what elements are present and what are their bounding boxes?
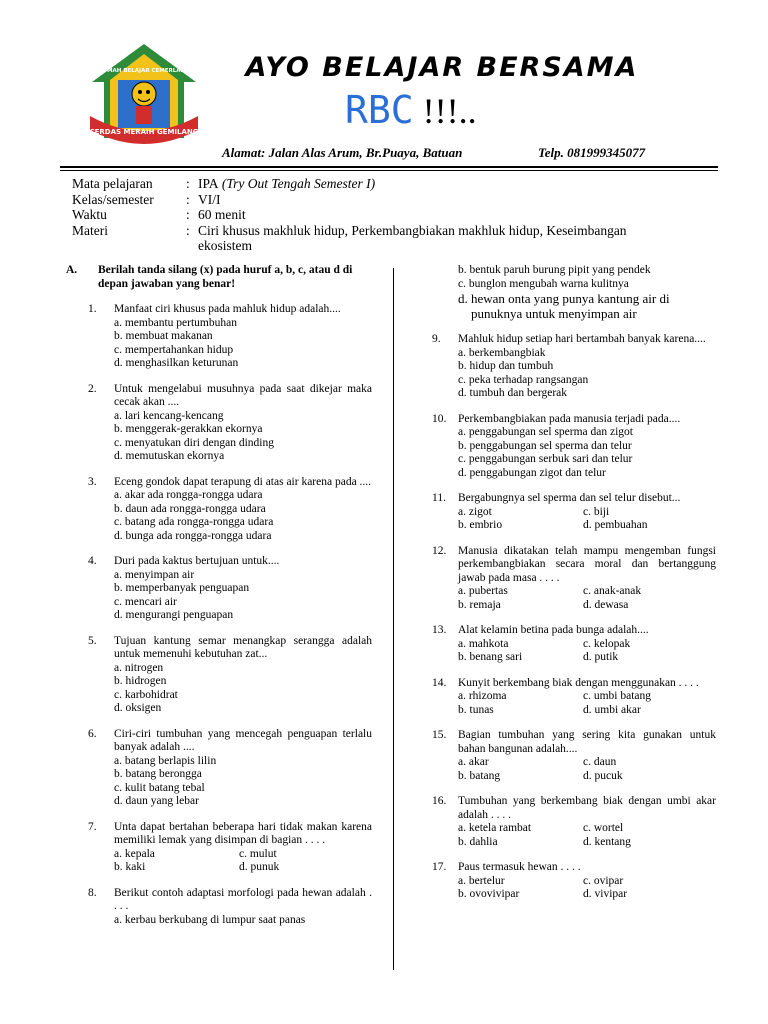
rbc-text: RBC	[345, 88, 414, 132]
answer-option[interactable]: a. ketela rambat	[458, 822, 532, 834]
question-number: 15.	[432, 729, 447, 741]
answer-option[interactable]: d. pembuahan	[583, 519, 648, 531]
answer-option[interactable]: c. kulit batang tebal	[114, 781, 205, 794]
question-number: 14.	[432, 676, 447, 689]
question-item	[432, 795, 716, 849]
answer-option[interactable]: c. karbohidrat	[114, 688, 178, 701]
answer-option[interactable]: c. mulut	[239, 847, 277, 860]
answer-option[interactable]: a. bertelur	[458, 874, 505, 887]
answer-option[interactable]: c. wortel	[583, 822, 624, 834]
question-number: 12.	[432, 544, 447, 557]
answer-option[interactable]: a. penggabungan sel sperma dan zigot	[458, 426, 633, 438]
answer-option[interactable]: a. akar	[458, 756, 489, 768]
address: Alamat: Jalan Alas Arum, Br.Puaya, Batuan	[222, 145, 463, 160]
info-value-text: IPA	[198, 176, 219, 191]
answer-option[interactable]: d. menghasilkan keturunan	[114, 357, 239, 369]
question-text: Bergabungnya sel sperma dan sel telur disebut...	[458, 492, 681, 504]
answer-options	[66, 662, 372, 716]
answer-option[interactable]: d. pucuk	[583, 769, 623, 782]
answer-options	[66, 410, 372, 464]
question-number: 10.	[432, 412, 447, 425]
answer-option[interactable]: a. berkembangbiak	[458, 346, 546, 359]
logo-name: RUMAH BELAJAR CEMERLANG	[98, 68, 190, 74]
question-text: Alat kelamin betina pada bunga adalah....	[458, 624, 649, 636]
info-value	[72, 238, 703, 254]
header-rule-thin	[60, 170, 718, 171]
question-number: 17.	[432, 861, 447, 873]
answer-option[interactable]: d. putik	[583, 651, 619, 663]
answer-option[interactable]: b. batang	[458, 769, 501, 782]
answer-option[interactable]: d. dewasa	[583, 598, 629, 611]
answer-options	[432, 426, 716, 480]
left-column	[66, 264, 372, 939]
answer-option[interactable]: b. penggabungan sel sperma dan telur	[458, 439, 632, 452]
question-header	[432, 413, 716, 427]
question-text: Perkembangbiakan pada manusia terjadi pada....	[458, 412, 681, 425]
answer-option[interactable]: b. tunas	[458, 703, 494, 716]
answer-option[interactable]: a. rhizoma	[458, 690, 507, 702]
question-number: 16.	[432, 795, 447, 807]
info-colon: :	[186, 207, 190, 222]
question-item	[66, 728, 372, 809]
question-item	[432, 333, 716, 401]
answer-option[interactable]: c. ovipar	[583, 874, 624, 887]
answer-option[interactable]: b. bentuk paruh burung pipit yang pendek	[458, 264, 651, 276]
info-value-note: (Try Out Tengah Semester I)	[218, 176, 376, 191]
question-number: 5.	[88, 634, 97, 647]
info-colon: :	[186, 176, 190, 191]
answer-option[interactable]: c. batang ada rongga-rongga udara	[114, 516, 274, 528]
question-item	[432, 413, 716, 481]
answer-options	[66, 317, 372, 371]
answer-option[interactable]: d. hewan onta yang punya kantung air di punuknya untuk menyimpan air	[458, 291, 670, 321]
question-item	[66, 887, 372, 928]
answer-option[interactable]: a. lari kencang-kencang	[114, 409, 224, 422]
answer-option[interactable]: a. kepala	[114, 847, 155, 860]
question-text: Tujuan kantung semar menangkap serangga adalah untuk memenuhi kebutuhan zat...	[114, 634, 372, 660]
answer-option[interactable]: c. kelopak	[583, 637, 631, 650]
answer-option[interactable]: c. bunglon mengubah warna kulitnya	[458, 277, 629, 290]
answer-option[interactable]: d. daun yang lebar	[114, 795, 199, 807]
q8-continued-options	[432, 264, 716, 321]
question-header	[66, 887, 372, 914]
question-header	[66, 635, 372, 662]
info-value	[198, 192, 703, 208]
address-line	[222, 145, 646, 161]
answer-options	[66, 569, 372, 623]
question-text: Bagian tumbuhan yang sering kita gunakan untuk bahan bangunan adalah....	[458, 729, 716, 755]
question-header	[66, 383, 372, 410]
answer-option[interactable]: b. kaki	[114, 861, 146, 873]
question-item	[432, 545, 716, 613]
question-number: 7.	[88, 820, 97, 833]
info-value-text: Ciri khusus makhluk hidup, Perkembangbiakan makhluk hidup, Keseimbangan	[198, 222, 627, 238]
info-row	[72, 207, 703, 223]
question-text: Berikut contoh adaptasi morfologi pada hewan adalah . . . .	[114, 886, 372, 912]
question-header	[432, 729, 716, 756]
question-item	[66, 635, 372, 716]
answer-option[interactable]: a. kerbau berkubang di lumpur saat panas	[114, 913, 306, 926]
answer-option[interactable]: b. dahlia	[458, 835, 498, 848]
info-colon: :	[186, 222, 190, 238]
answer-option[interactable]: b. batang berongga	[114, 768, 202, 780]
answer-option[interactable]: c. biji	[583, 505, 610, 518]
answer-options-grid	[432, 690, 716, 717]
answer-option[interactable]: b. hidup dan tumbuh	[458, 360, 554, 372]
answer-option[interactable]: c. daun	[583, 756, 617, 768]
answer-options-grid	[66, 848, 372, 875]
answer-option[interactable]: a. zigot	[458, 505, 492, 518]
info-row	[72, 192, 703, 208]
question-number: 8.	[88, 886, 97, 899]
info-value-text: 60 menit	[198, 207, 246, 222]
logo-motto: CERDAS MERAIH GEMILANG	[89, 128, 199, 136]
question-header	[432, 677, 716, 691]
header-rule	[60, 166, 718, 168]
question-number: 6.	[88, 727, 97, 740]
question-header	[66, 555, 372, 569]
question-header	[66, 821, 372, 848]
question-item	[66, 303, 372, 371]
rbc-logo	[88, 42, 200, 152]
info-key: Mata pelajaran	[72, 176, 153, 191]
section-instruction: Berilah tanda silang (x) pada huruf a, b, c, atau d di depan jawaban yang benar!	[98, 264, 353, 290]
question-header	[432, 492, 716, 506]
answer-option[interactable]: d. oksigen	[114, 702, 162, 714]
answer-option[interactable]: d. vivipar	[583, 888, 628, 900]
answer-option[interactable]: b. embrio	[458, 519, 503, 531]
answer-option[interactable]: b. hidrogen	[114, 675, 167, 687]
answer-option[interactable]: a. nitrogen	[114, 661, 164, 674]
question-item	[66, 555, 372, 623]
rbc-exclaim: !!!..	[413, 91, 477, 131]
answer-option[interactable]: d. kentang	[583, 835, 631, 848]
answer-option[interactable]: b. membuat makanan	[114, 330, 213, 342]
answer-option[interactable]: d. tumbuh dan bergerak	[458, 387, 568, 399]
exam-info	[72, 176, 703, 254]
question-text: Kunyit berkembang biak dengan menggunakan . . . .	[458, 676, 699, 689]
answer-options-grid	[432, 756, 716, 783]
question-text: Paus termasuk hewan . . . .	[458, 861, 581, 873]
question-item	[66, 476, 372, 544]
question-header	[432, 861, 716, 875]
question-number: 4.	[88, 555, 97, 567]
page-title: AYO BELAJAR BERSAMA	[245, 52, 639, 83]
question-header	[66, 303, 372, 317]
info-value-text: ekosistem	[198, 238, 252, 253]
answer-option[interactable]: b. remaja	[458, 598, 501, 611]
info-colon: :	[186, 191, 190, 207]
answer-options-grid	[432, 822, 716, 849]
question-header	[66, 728, 372, 755]
question-number: 3.	[88, 475, 97, 488]
question-text: Unta dapat bertahan beberapa hari tidak makan karena memiliki lemak yang disimpan di bagian . . . .	[114, 820, 372, 846]
question-item	[432, 492, 716, 533]
info-value-text: VI/I	[198, 191, 221, 207]
question-number: 9.	[432, 333, 441, 345]
answer-option[interactable]: b. memperbanyak penguapan	[114, 582, 250, 594]
answer-options	[66, 755, 372, 809]
answer-option[interactable]: d. punuk	[239, 861, 280, 873]
answer-options-grid	[432, 506, 716, 533]
answer-option[interactable]: d. penggabungan zigot dan telur	[458, 466, 606, 479]
info-value	[198, 176, 703, 192]
answer-option[interactable]: b. benang sari	[458, 651, 523, 663]
question-text: Eceng gondok dapat terapung di atas air karena pada ....	[114, 475, 372, 488]
answer-option[interactable]: d. bunga ada rongga-rongga udara	[114, 529, 272, 542]
answer-option[interactable]: c. anak-anak	[583, 585, 642, 597]
answer-option[interactable]: c. umbi batang	[583, 690, 652, 702]
question-header	[432, 624, 716, 638]
info-row	[72, 238, 703, 254]
answer-option[interactable]: a. akar ada rongga-rongga udara	[114, 489, 263, 501]
column-divider	[393, 268, 394, 970]
right-column	[432, 264, 716, 914]
answer-option[interactable]: c. peka terhadap rangsangan	[458, 373, 589, 386]
answer-options-grid	[432, 875, 716, 902]
info-value	[198, 223, 703, 239]
answer-option[interactable]: a. pubertas	[458, 585, 508, 597]
question-item	[432, 861, 716, 902]
answer-option[interactable]: c. menyatukan diri dengan dinding	[114, 436, 275, 449]
answer-options	[432, 347, 716, 401]
answer-option[interactable]: d. umbi akar	[583, 703, 641, 716]
answer-option[interactable]: c. penggabungan serbuk sari dan telur	[458, 453, 633, 465]
info-row	[72, 223, 703, 239]
phone: Telp. 081999345077	[538, 145, 646, 160]
question-header	[432, 795, 716, 822]
question-item	[432, 729, 716, 783]
answer-option[interactable]: c. mempertahankan hidup	[114, 343, 234, 356]
section-letter: A.	[66, 264, 78, 276]
answer-option[interactable]: a. membantu pertumbuhan	[114, 316, 237, 329]
question-header	[432, 333, 716, 347]
rbc-title	[345, 88, 477, 132]
question-header	[432, 545, 716, 586]
info-key: Kelas/semester	[72, 191, 154, 207]
question-number: 11.	[432, 492, 446, 504]
answer-option[interactable]: a. mahkota	[458, 637, 509, 650]
info-key: Materi	[72, 222, 108, 238]
answer-option[interactable]: b. menggerak-gerakkan ekornya	[114, 423, 263, 435]
answer-option[interactable]: a. menyimpan air	[114, 568, 195, 581]
answer-option[interactable]: b. daun ada rongga-rongga udara	[114, 502, 266, 515]
question-item	[66, 821, 372, 875]
question-text: Tumbuhan yang berkembang biak dengan umbi akar adalah . . . .	[458, 795, 716, 821]
question-text: Mahluk hidup setiap hari bertambah banyak karena....	[458, 333, 706, 345]
answer-option[interactable]: c. mencari air	[114, 595, 177, 608]
info-value	[198, 207, 703, 223]
question-item	[432, 624, 716, 665]
answer-options-grid	[432, 585, 716, 612]
section-heading	[66, 264, 372, 291]
answer-option[interactable]: a. batang berlapis lilin	[114, 754, 217, 767]
question-text: Ciri-ciri tumbuhan yang mencegah penguapan terlalu banyak adalah ....	[114, 727, 372, 753]
question-text: Duri pada kaktus bertujuan untuk....	[114, 555, 280, 567]
question-text: Untuk mengelabui musuhnya pada saat dikejar maka cecak akan ....	[114, 382, 372, 408]
question-item	[432, 677, 716, 718]
info-row	[72, 176, 703, 192]
info-key: Waktu	[72, 207, 107, 222]
question-header	[66, 476, 372, 490]
answer-option[interactable]: d. memutuskan ekornya	[114, 450, 225, 462]
answer-option[interactable]: b. ovovivipar	[458, 888, 520, 900]
question-number: 13.	[432, 624, 447, 636]
answer-option[interactable]: d. mengurangi penguapan	[114, 609, 234, 621]
answer-options	[66, 489, 372, 543]
answer-options-grid	[432, 638, 716, 665]
question-item	[66, 383, 372, 464]
question-number: 1.	[88, 303, 97, 315]
question-text: Manfaat ciri khusus pada mahluk hidup adalah....	[114, 303, 341, 315]
answer-options	[66, 914, 372, 928]
question-number: 2.	[88, 382, 97, 395]
question-text: Manusia dikatakan telah mampu mengemban fungsi perkembangbiakan secara moral dan bertanggung jawab pada masa . . . .	[458, 544, 716, 584]
